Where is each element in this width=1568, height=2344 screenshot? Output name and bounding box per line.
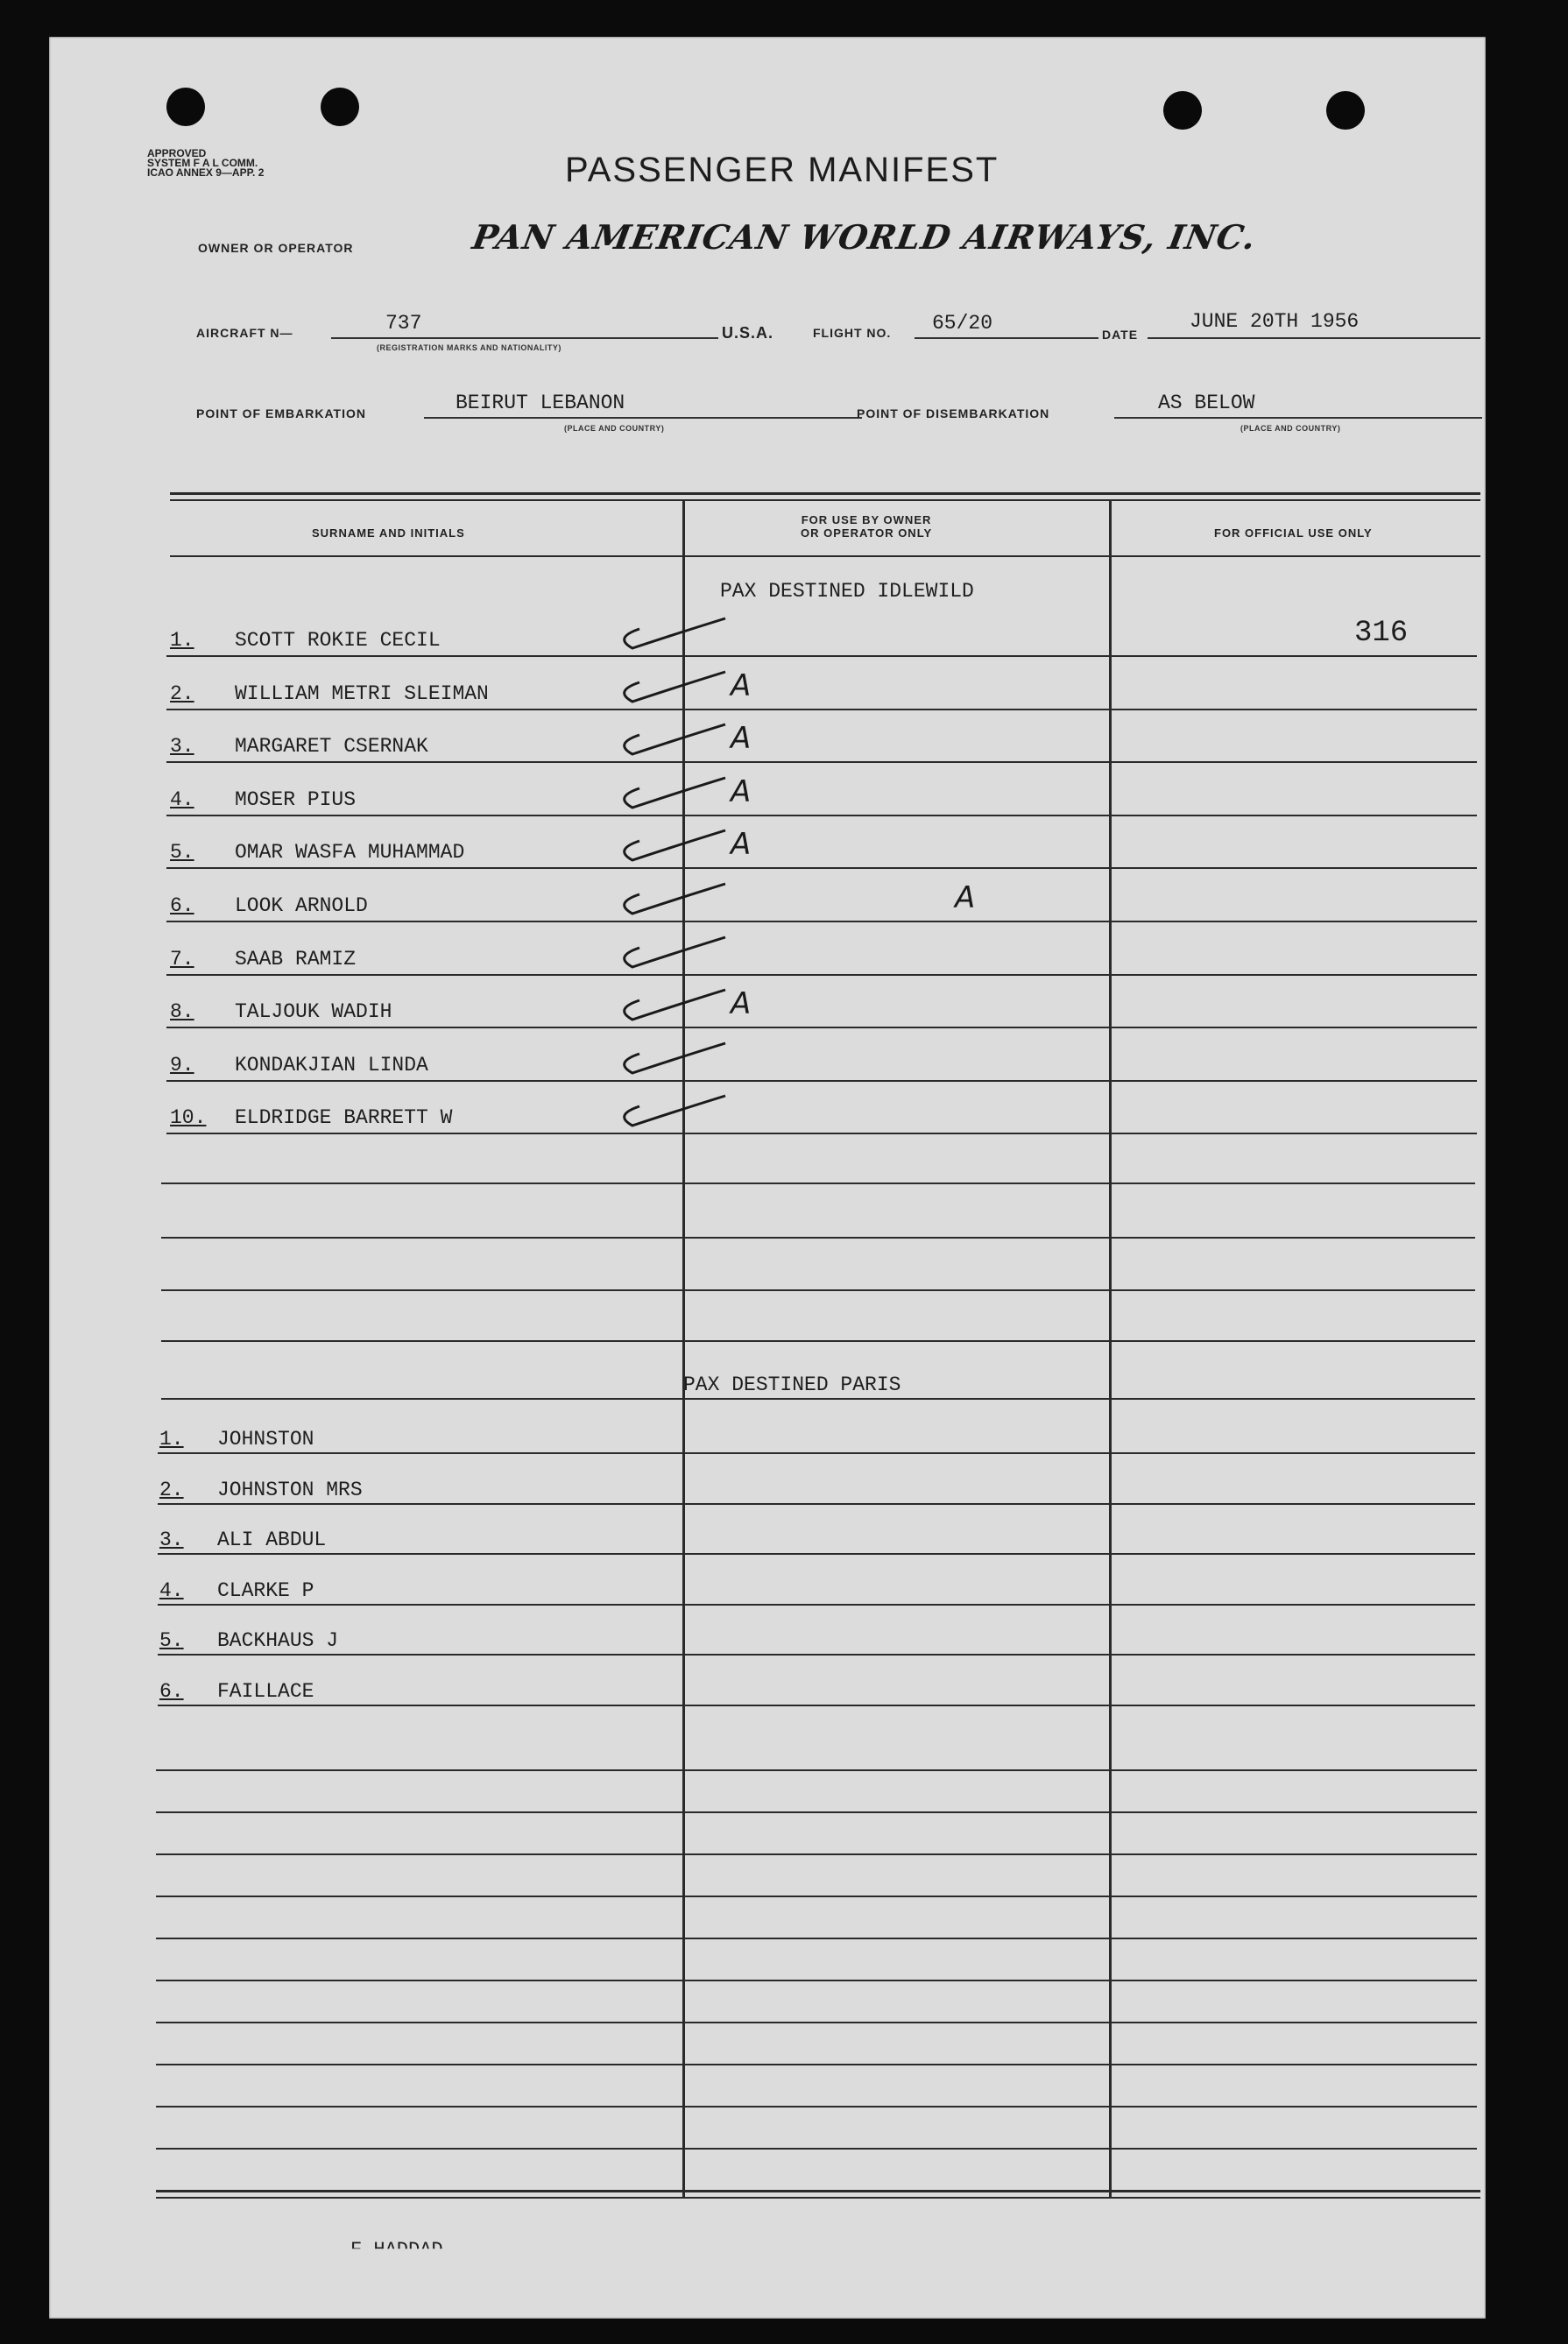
passenger-name: BACKHAUS J [217, 1629, 339, 1652]
passenger-name: CLARKE P [217, 1579, 314, 1602]
date-underline [1148, 337, 1480, 339]
passenger-name: OMAR WASFA MUHAMMAD [235, 841, 465, 864]
table-row-rule [166, 1133, 1477, 1134]
passenger-name: SAAB RAMIZ [235, 948, 357, 971]
check-mark-icon [578, 823, 736, 876]
passenger-name: JOHNSTON MRS [217, 1479, 363, 1501]
passenger-number: 4. [170, 788, 194, 811]
check-mark-icon [578, 930, 736, 983]
check-mark-icon [578, 611, 736, 664]
passenger-name: JOHNSTON [217, 1428, 314, 1451]
passenger-number: 7. [170, 948, 194, 971]
check-mark-icon [578, 665, 736, 717]
column-divider-2 [1109, 501, 1112, 2199]
manifest-sheet [49, 37, 1486, 2319]
passenger-mark: A [731, 668, 752, 703]
flight-value: 65/20 [932, 312, 993, 335]
passenger-name: FAILLACE [217, 1680, 314, 1703]
page-title: PASSENGER MANIFEST [565, 151, 999, 189]
passenger-mark: A [731, 986, 752, 1021]
table-bottom-rule [156, 2190, 1480, 2192]
passenger-mark: A [731, 721, 752, 756]
passenger-name: MARGARET CSERNAK [235, 735, 428, 758]
table-row-rule [166, 709, 1477, 710]
passenger-mark: A [731, 827, 752, 862]
blank-rule [156, 1938, 1477, 1939]
blank-rule [156, 1811, 1477, 1813]
passenger-number: 5. [170, 841, 194, 864]
blank-rule [161, 1289, 1475, 1291]
passenger-number: 10. [170, 1106, 207, 1129]
disembarkation-label: POINT OF DISEMBARKATION [857, 406, 1050, 420]
date-value: JUNE 20TH 1956 [1190, 310, 1360, 333]
table-row-rule [158, 1452, 1475, 1454]
embarkation-value: BEIRUT LEBANON [456, 392, 625, 414]
disembarkation-caption: (PLACE AND COUNTRY) [1240, 424, 1341, 433]
blank-rule [156, 2022, 1477, 2023]
punch-hole-3 [1163, 91, 1202, 130]
table-row-rule [166, 1027, 1477, 1028]
passenger-name: SCOTT ROKIE CECIL [235, 629, 441, 652]
registration-caption: (REGISTRATION MARKS AND NATIONALITY) [377, 343, 562, 352]
blank-rule [156, 1896, 1477, 1897]
blank-rule [156, 1769, 1477, 1771]
passenger-number: 9. [170, 1054, 194, 1077]
blank-rule [156, 1980, 1477, 1981]
passenger-number: 3. [170, 735, 194, 758]
punch-hole-4 [1326, 91, 1365, 130]
blank-rule [156, 2148, 1477, 2150]
disembarkation-underline [1114, 417, 1482, 419]
approval-stamp: APPROVED SYSTEM F A L COMM. ICAO ANNEX 9—APP. 2 [147, 147, 265, 179]
table-row-rule [158, 1705, 1475, 1706]
passenger-number: 5. [159, 1629, 184, 1652]
embarkation-label: POINT OF EMBARKATION [196, 406, 366, 420]
column-official-use: FOR OFFICIAL USE ONLY [1214, 526, 1373, 540]
passenger-number: 2. [159, 1479, 184, 1501]
table-row-rule [166, 921, 1477, 922]
group2-heading-rule [161, 1398, 1475, 1400]
passenger-name: WILLIAM METRI SLEIMAN [235, 682, 489, 705]
aircraft-value: 737 [385, 312, 422, 335]
passenger-number: 8. [170, 1000, 194, 1023]
table-row-rule [166, 815, 1477, 816]
header-rule [170, 555, 1480, 557]
table-row-rule [166, 761, 1477, 763]
flight-underline [915, 337, 1098, 339]
owner-label: OWNER OR OPERATOR [198, 241, 354, 255]
check-mark-icon [578, 983, 736, 1035]
table-row-rule [166, 1080, 1477, 1082]
check-mark-icon [578, 1089, 736, 1141]
table-row-rule [166, 867, 1477, 869]
table-row-rule [158, 1654, 1475, 1656]
table-row-rule [166, 974, 1477, 976]
disembarkation-value: AS BELOW [1158, 392, 1255, 414]
blank-rule [156, 2064, 1477, 2065]
check-mark-icon [578, 717, 736, 770]
blank-rule [156, 1853, 1477, 1855]
passenger-name: TALJOUK WADIH [235, 1000, 392, 1023]
table-row-rule [158, 1553, 1475, 1555]
table-row-rule [158, 1503, 1475, 1505]
aircraft-label: AIRCRAFT N— [196, 326, 293, 340]
country-label: U.S.A. [722, 324, 774, 342]
column-owner-use: FOR USE BY OWNER OR OPERATOR ONLY [801, 513, 933, 540]
embarkation-caption: (PLACE AND COUNTRY) [564, 424, 665, 433]
passenger-mark: A [955, 880, 976, 915]
table-top-rule [170, 492, 1480, 495]
table-bottom-rule-2 [156, 2197, 1480, 2199]
blank-rule [156, 2106, 1477, 2107]
passenger-name: LOOK ARNOLD [235, 894, 368, 917]
blank-rule [161, 1237, 1475, 1239]
punch-hole-1 [166, 88, 205, 126]
passenger-number: 4. [159, 1579, 184, 1602]
blank-rule [161, 1340, 1475, 1342]
passenger-name: MOSER PIUS [235, 788, 357, 811]
blank-rule [161, 1183, 1475, 1184]
check-mark-icon [578, 1036, 736, 1089]
passenger-number: 6. [170, 894, 194, 917]
official-count: 316 [1354, 617, 1409, 650]
embarkation-underline [424, 417, 862, 419]
table-top-rule-2 [170, 499, 1480, 501]
passenger-name: ELDRIDGE BARRETT W [235, 1106, 453, 1129]
group2-heading: PAX DESTINED PARIS [683, 1373, 901, 1396]
check-mark-icon [578, 771, 736, 823]
passenger-number: 3. [159, 1529, 184, 1551]
passenger-number: 1. [170, 629, 194, 652]
date-label: DATE [1102, 328, 1139, 342]
passenger-number: 1. [159, 1428, 184, 1451]
passenger-number: 6. [159, 1680, 184, 1703]
operator-name: PAN AMERICAN WORLD AIRWAYS, INC. [470, 217, 1260, 257]
group1-heading: PAX DESTINED IDLEWILD [720, 580, 974, 603]
flight-label: FLIGHT NO. [813, 326, 892, 340]
column-surname: SURNAME AND INITIALS [312, 526, 465, 540]
table-row-rule [166, 655, 1477, 657]
punch-hole-2 [321, 88, 359, 126]
check-mark-icon [578, 877, 736, 929]
passenger-name: KONDAKJIAN LINDA [235, 1054, 428, 1077]
passenger-number: 2. [170, 682, 194, 705]
aircraft-underline [331, 337, 718, 339]
table-row-rule [158, 1604, 1475, 1606]
passenger-name: ALI ABDUL [217, 1529, 327, 1551]
passenger-mark: A [731, 774, 752, 809]
